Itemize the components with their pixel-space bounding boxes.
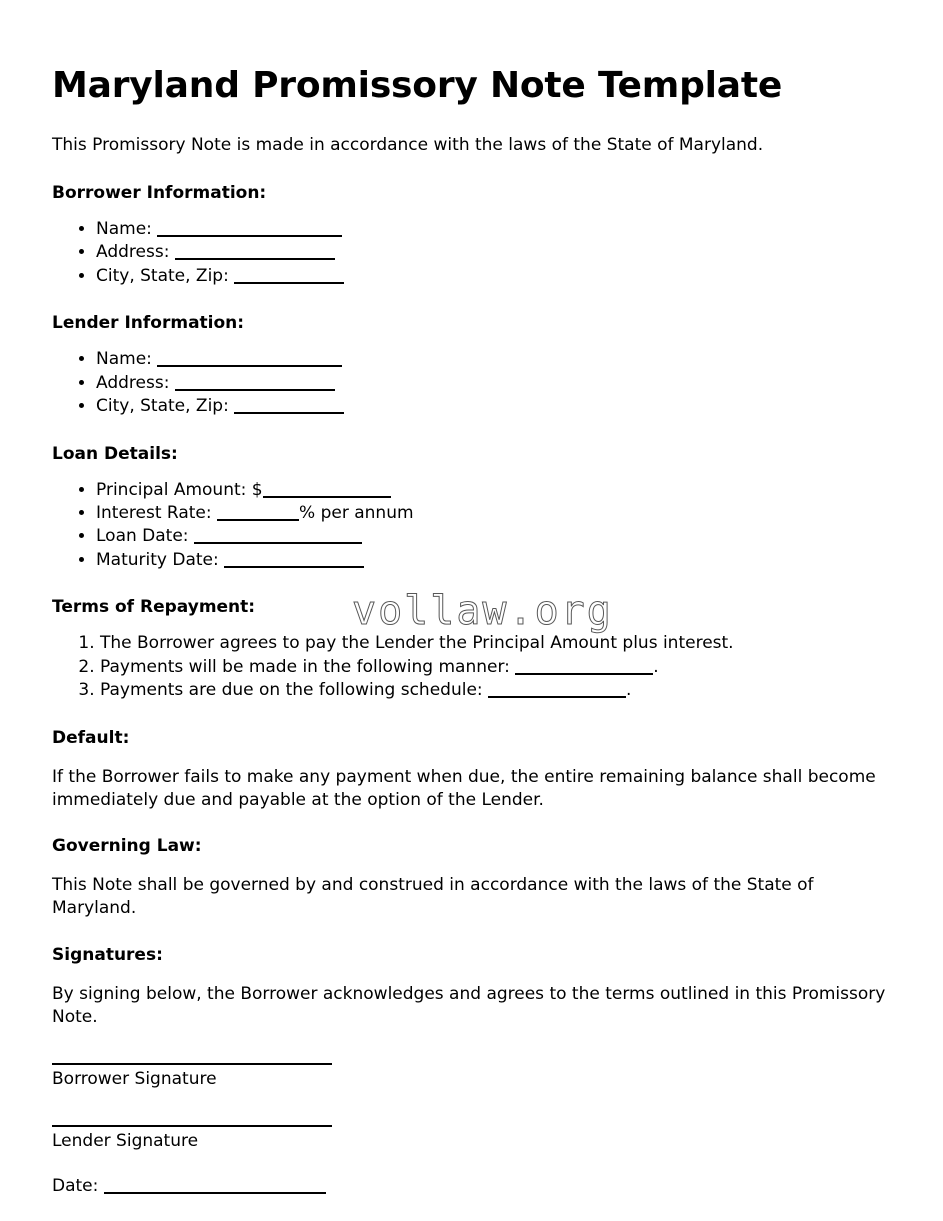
section-heading-lender-information: Lender Information: [52, 313, 245, 334]
section-heading-signatures: Signatures: [52, 945, 163, 966]
list-item [96, 265, 891, 288]
field-label: Interest Rate: [96, 503, 212, 524]
list-item [96, 372, 891, 395]
default-body-text: If the Borrower fails to make any payment when due, the entire remaining balance shall become immediately due and payable at the option of the Lender. [52, 766, 876, 810]
blank-line-borrower-city-state-zip[interactable] [234, 282, 344, 284]
list-item [100, 656, 891, 679]
blank-line-borrower-address[interactable] [175, 258, 335, 260]
list-item [96, 218, 891, 241]
lender-information-list [52, 348, 891, 418]
field-label: Principal Amount: $ [96, 479, 263, 500]
blank-line-lender-name[interactable] [157, 365, 342, 367]
list-item [96, 479, 891, 502]
page-title: Maryland Promissory Note Template [52, 65, 783, 106]
list-item [96, 502, 891, 525]
borrower-information-list [52, 218, 891, 288]
field-label: City, State, Zip: [96, 265, 229, 286]
borrower-signature-block [52, 1063, 891, 1091]
field-label: Address: [96, 372, 170, 393]
list-item [96, 241, 891, 264]
lender-signature-block [52, 1125, 891, 1153]
blank-line-payment-manner[interactable] [515, 673, 653, 675]
field-suffix: % per annum [299, 503, 414, 524]
lender-signature-label: Lender Signature [52, 1131, 199, 1152]
term-suffix: . [653, 656, 659, 677]
section-heading-default: Default: [52, 727, 130, 748]
list-item [100, 632, 891, 655]
field-label: Name: [96, 349, 152, 370]
loan-details-list [52, 479, 891, 573]
blank-line-principal-amount[interactable] [263, 496, 391, 498]
list-item [96, 549, 891, 572]
term-text: Payments are due on the following schedule: [100, 680, 483, 701]
lender-signature-line[interactable] [52, 1125, 332, 1127]
blank-line-interest-rate[interactable] [217, 519, 299, 521]
section-heading-borrower-information: Borrower Information: [52, 183, 267, 204]
blank-line-borrower-name[interactable] [157, 235, 342, 237]
governing-law-body-text: This Note shall be governed by and construed in accordance with the laws of the State of Maryland. [52, 875, 814, 919]
watermark-vollaw-org: vollaw.org [352, 588, 613, 634]
list-item [96, 525, 891, 548]
blank-line-maturity-date[interactable] [224, 566, 364, 568]
borrower-signature-label: Borrower Signature [52, 1069, 217, 1090]
signatures-body-text: By signing below, the Borrower acknowledges and agrees to the terms outlined in this Promissory Note. [52, 984, 886, 1028]
field-label: Name: [96, 218, 152, 239]
blank-line-lender-city-state-zip[interactable] [234, 412, 344, 414]
blank-line-lender-address[interactable] [175, 389, 335, 391]
blank-line-date[interactable] [104, 1192, 326, 1194]
borrower-signature-line[interactable] [52, 1063, 332, 1065]
terms-of-repayment-list [52, 632, 891, 702]
date-label: Date: [52, 1175, 99, 1196]
blank-line-payment-schedule[interactable] [488, 696, 626, 698]
blank-line-loan-date[interactable] [194, 542, 362, 544]
section-heading-terms-of-repayment: Terms of Repayment: [52, 597, 256, 618]
list-item [100, 679, 891, 702]
term-suffix: . [626, 680, 632, 701]
field-label: City, State, Zip: [96, 396, 229, 417]
section-heading-governing-law: Governing Law: [52, 836, 202, 857]
list-item [96, 395, 891, 418]
list-item [96, 348, 891, 371]
term-text: The Borrower agrees to pay the Lender the Principal Amount plus interest. [100, 633, 734, 654]
date-row [52, 1175, 891, 1198]
field-label: Loan Date: [96, 526, 189, 547]
field-label: Address: [96, 242, 170, 263]
section-heading-loan-details: Loan Details: [52, 443, 178, 464]
term-text: Payments will be made in the following manner: [100, 656, 510, 677]
intro-paragraph: This Promissory Note is made in accordance with the laws of the State of Maryland. [52, 135, 764, 156]
field-label: Maturity Date: [96, 549, 219, 570]
